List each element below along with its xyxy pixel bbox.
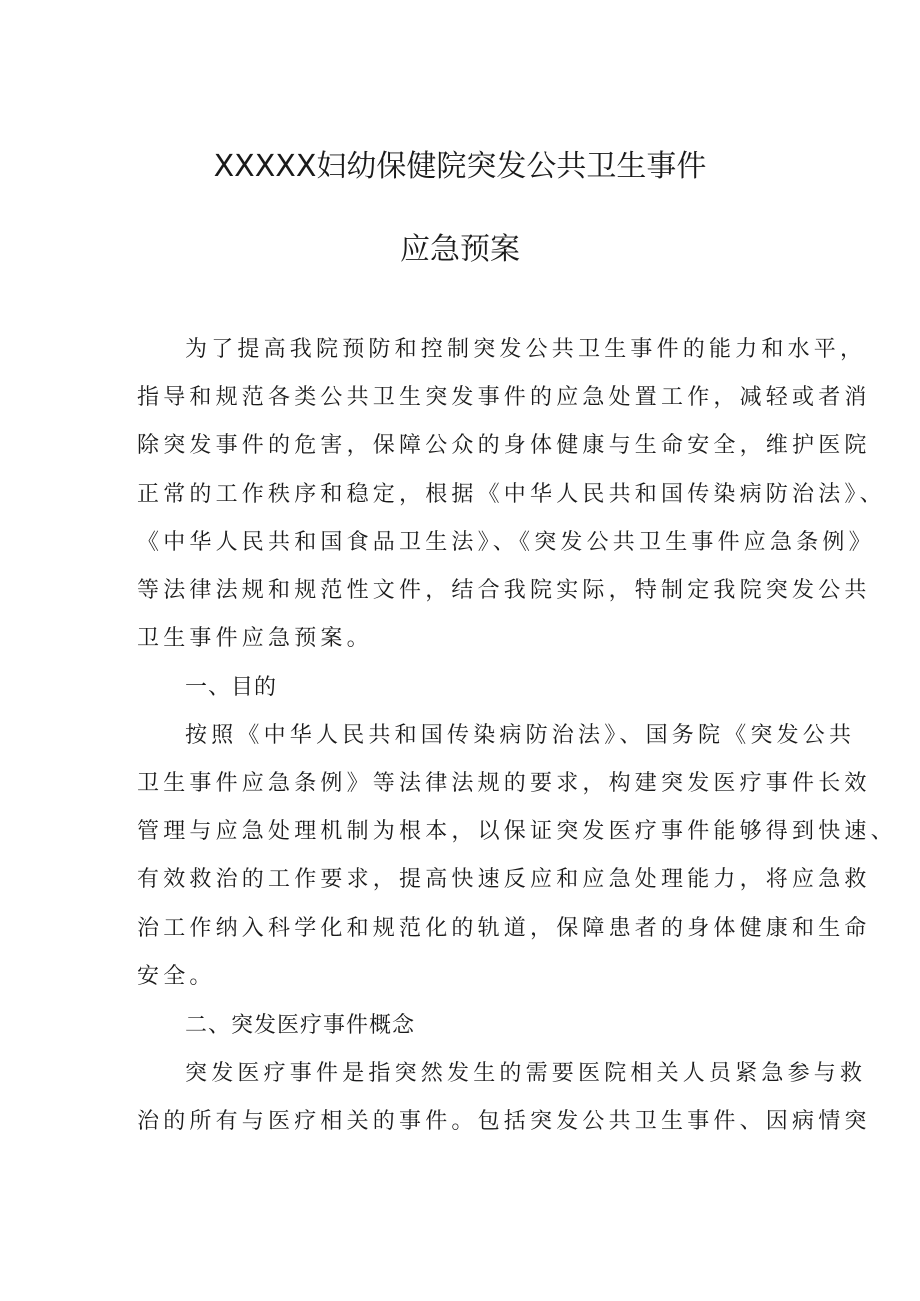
section1-line: 按照《中华人民共和国传染病防治法》、国务院《突发公共 xyxy=(185,723,856,748)
intro-line: 除突发事件的危害，保障公众的身体健康与生命安全，维护医院 xyxy=(137,433,871,458)
section1-line: 有效救治的工作要求，提高快速反应和应急处理能力，将应急救 xyxy=(137,867,871,892)
section-heading-concept: 二、突发医疗事件概念 xyxy=(185,1013,416,1038)
section2-line: 治的所有与医疗相关的事件。包括突发公共卫生事件、因病情突 xyxy=(137,1109,871,1134)
section1-line: 管理与应急处理机制为根本，以保证突发医疗事件能够得到快速、 xyxy=(137,819,897,844)
intro-line: 正常的工作秩序和稳定，根据《中华人民共和国传染病防治法》、 xyxy=(137,482,886,507)
intro-line: 卫生事件应急预案。 xyxy=(137,626,373,651)
section1-line: 安全。 xyxy=(137,964,216,989)
section1-line: 卫生事件应急条例》等法律法规的要求，构建突发医疗事件长效 xyxy=(137,771,871,796)
section1-line: 治工作纳入科学化和规范化的轨道，保障患者的身体健康和生命 xyxy=(137,916,871,941)
section2-line: 突发医疗事件是指突然发生的需要医院相关人员紧急参与救 xyxy=(185,1061,867,1086)
document-title-line-1: XXXXX妇幼保健院突发公共卫生事件 xyxy=(213,149,707,184)
intro-line: 为了提高我院预防和控制突发公共卫生事件的能力和水平， xyxy=(185,337,867,362)
document-title-line-2: 应急预案 xyxy=(400,232,520,267)
section-heading-purpose: 一、目的 xyxy=(185,675,278,700)
intro-line: 等法律法规和规范性文件，结合我院实际，特制定我院突发公共 xyxy=(137,578,871,603)
intro-line: 指导和规范各类公共卫生突发事件的应急处置工作，减轻或者消 xyxy=(137,385,871,410)
intro-line: 《中华人民共和国食品卫生法》、《突发公共卫生事件应急条例》 xyxy=(137,530,875,555)
